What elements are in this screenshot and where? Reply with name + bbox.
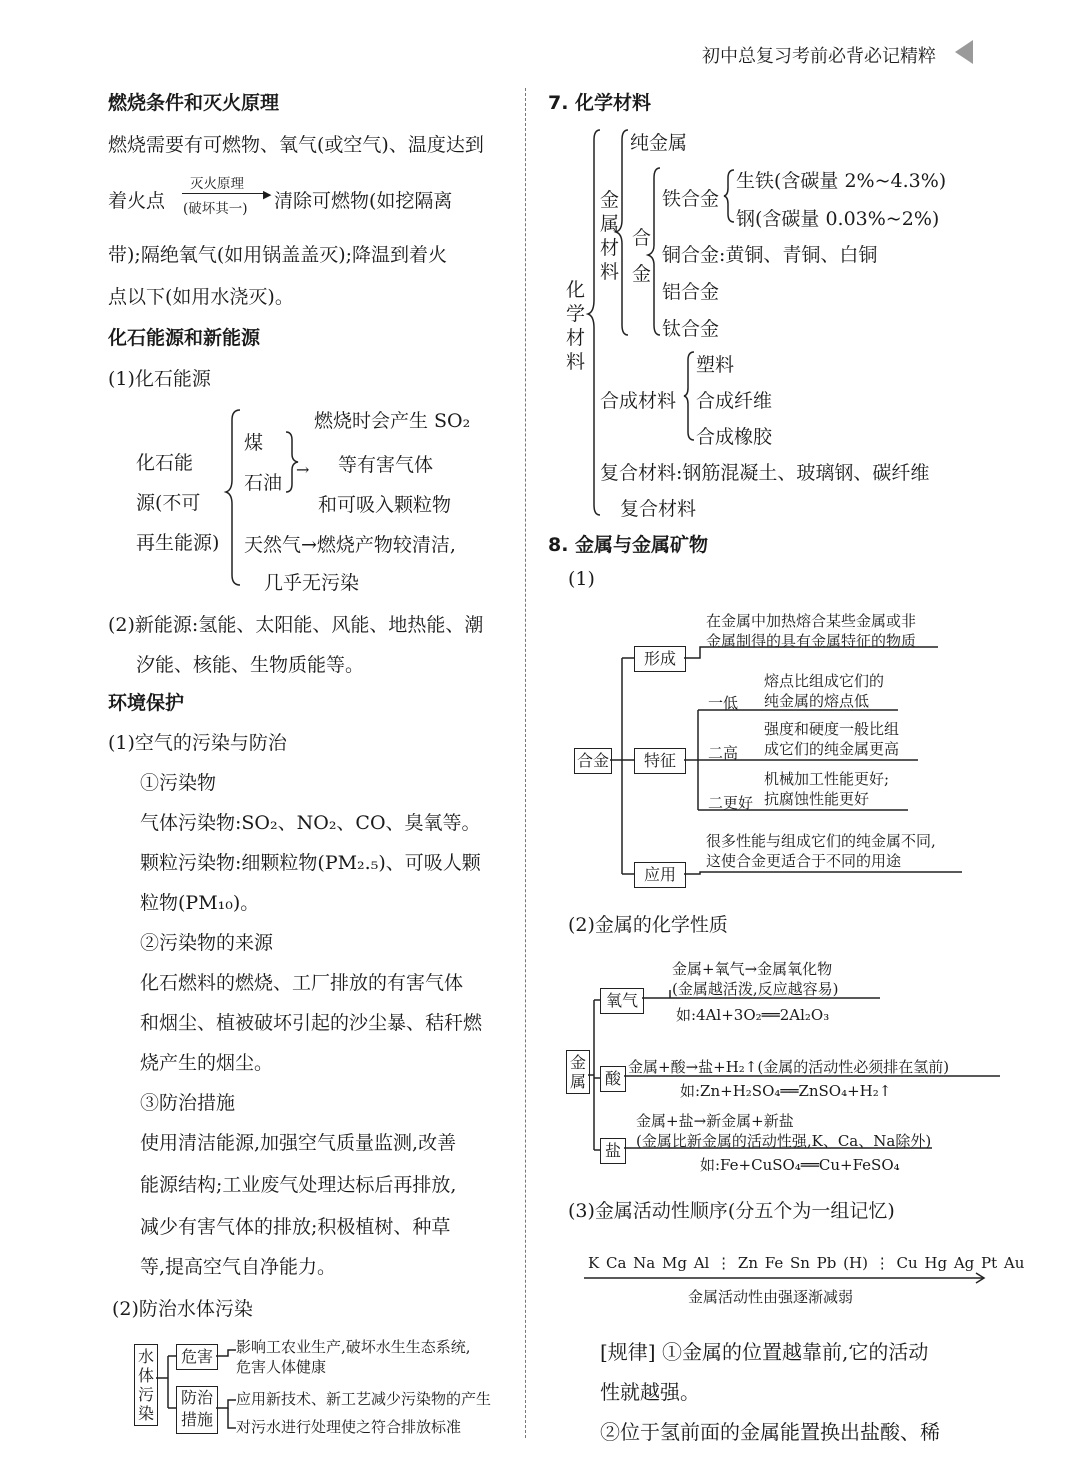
s8-sub1: (1) xyxy=(568,568,595,590)
fossil-label1: 化石能 xyxy=(136,452,194,474)
water-prev-label: 防治措施 xyxy=(180,1388,213,1429)
fossil-coal: 煤 xyxy=(244,432,264,454)
iron-alloy: 铁合金 xyxy=(662,188,720,210)
alloy-low-t2: 纯金属的熔点低 xyxy=(764,692,870,710)
pure-metal: 纯金属 xyxy=(630,132,688,154)
s8-sub2: (2)金属的化学性质 xyxy=(568,914,728,936)
s6-m1: 使用清洁能源,加强空气质量监测,改善 xyxy=(140,1132,457,1154)
chem-salt-t2: (金属比新金属的活动性强,K、Ca、Na除外) xyxy=(636,1132,932,1150)
fossil-r2: 等有害气体 xyxy=(338,454,434,476)
alloy-high-t2: 成它们的纯金属更高 xyxy=(764,740,900,758)
rule-line3: ②位于氢前面的金属能置换出盐酸、稀 xyxy=(600,1420,940,1444)
fossil-gas: 天然气→燃烧产物较清洁, xyxy=(244,534,456,556)
s4-line4: 点以下(如用水浇灭)。 xyxy=(108,286,294,308)
s6-src3: 烧产生的烟尘。 xyxy=(140,1052,274,1074)
chem-acid-t1: 金属+酸→盐+H₂↑(金属的活动性必须排在氢前) xyxy=(628,1058,950,1076)
s6-src1: 化石燃料的燃烧、工厂排放的有害气体 xyxy=(140,972,464,994)
composite-1: 复合材料:钢筋混凝土、玻璃钢、碳纤维 xyxy=(600,462,930,484)
s6-sub1: (1)空气的污染与防治 xyxy=(108,732,287,754)
water-harm-label: 危害 xyxy=(180,1347,213,1366)
aluminium-alloy: 铝合金 xyxy=(662,281,720,303)
alloy-use-t2: 这使合金更适合于不同的用途 xyxy=(706,852,902,870)
s6-p1: ①污染物 xyxy=(140,772,217,794)
alloy-better-label: 二更好 xyxy=(708,794,754,812)
section-6-heading: 环境保护 xyxy=(108,692,185,714)
composite-2: 复合材料 xyxy=(620,498,697,520)
s4-line3: 带);隔绝氧气(如用锅盖盖灭);降温到着火 xyxy=(108,244,448,266)
rule-line2: 性就越强。 xyxy=(600,1380,700,1404)
chem-salt-label: 盐 xyxy=(604,1141,621,1160)
copper-alloy: 铜合金:黄铜、青铜、白铜 xyxy=(662,244,878,266)
alloy-root-label: 合金 xyxy=(576,751,609,770)
section-8-heading: 8. 金属与金属矿物 xyxy=(548,534,709,556)
s5-sub2-line1: (2)新能源:氢能、太阳能、风能、地热能、潮 xyxy=(108,614,484,636)
activity-series-caption: 金属活动性由强逐渐减弱 xyxy=(688,1288,854,1306)
s4-line2-pre: 着火点 xyxy=(108,190,166,212)
fossil-r1: 燃烧时会产生 SO₂ xyxy=(314,410,471,432)
fossil-gas2: 几乎无污染 xyxy=(264,572,360,594)
alloy-use-t1: 很多性能与组成它们的纯金属不同, xyxy=(706,832,936,850)
section-4-heading: 燃烧条件和灭火原理 xyxy=(108,92,280,114)
alloy-label: 合金 xyxy=(632,227,652,285)
s6-src2: 和烟尘、植被破坏引起的沙尘暴、秸秆燃 xyxy=(140,1012,483,1034)
chem-salt-t1: 金属+盐→新金属+新盐 xyxy=(636,1112,794,1130)
chem-acid-label: 酸 xyxy=(604,1069,621,1088)
water-root-label: 水体污染 xyxy=(137,1347,154,1423)
s6-m2: 能源结构;工业废气处理达标后再排放, xyxy=(140,1174,457,1196)
chem-acid-t2: 如:Zn+H₂SO₄══ZnSO₄+H₂↑ xyxy=(680,1082,892,1100)
activity-series: K Ca Na Mg Al ⋮ Zn Fe Sn Pb (H) ⋮ Cu Hg Ag Pt Au xyxy=(588,1254,1025,1272)
alloy-use-label: 应用 xyxy=(643,865,676,884)
chem-o2-t3: 如:4Al+3O₂══2Al₂O₃ xyxy=(676,1006,830,1024)
alloy-form-t1: 在金属中加热熔合某些金属或非 xyxy=(706,612,917,630)
plastic: 塑料 xyxy=(696,354,735,376)
water-prev-t2: 对污水进行处理使之符合排放标准 xyxy=(236,1418,462,1436)
alloy-form-t2: 金属制得的具有金属特征的物质 xyxy=(706,632,917,650)
s6-m4: 等,提高空气自净能力。 xyxy=(140,1256,337,1278)
section-7-heading: 7. 化学材料 xyxy=(548,92,652,114)
chem-o2-t1: 金属+氧气→金属氧化物 xyxy=(672,960,833,978)
s5-sub2-line2: 汐能、核能、生物质能等。 xyxy=(136,654,365,676)
alloy-low-t1: 熔点比组成它们的 xyxy=(764,672,885,690)
titanium-alloy: 钛合金 xyxy=(662,318,720,340)
fossil-r3: 和可吸入颗粒物 xyxy=(318,494,452,516)
s4-line2-post: 清除可燃物(如挖隔离 xyxy=(274,190,453,212)
s6-sub2: (2)防治水体污染 xyxy=(112,1298,253,1320)
alloy-better-t2: 抗腐蚀性能更好 xyxy=(764,790,870,808)
fossil-label3: 再生能源) xyxy=(136,532,220,554)
s4-arrow-top: 灭火原理 xyxy=(190,176,244,192)
metal-materials: 金属材料 xyxy=(600,189,620,283)
steel: 钢(含碳量 0.03%~2%) xyxy=(736,208,940,230)
materials-root: 化学材料 xyxy=(566,279,586,373)
synthetic-fiber: 合成纤维 xyxy=(696,390,773,412)
alloy-form-label: 形成 xyxy=(643,649,676,668)
s8-sub3: (3)金属活动性顺序(分五个为一组记忆) xyxy=(568,1200,895,1222)
s6-particle-2: 粒物(PM₁₀)。 xyxy=(140,892,260,914)
water-prev-t1: 应用新技术、新工艺减少污染物的产生 xyxy=(236,1390,492,1408)
s6-m3: 减少有害气体的排放;积极植树、种草 xyxy=(140,1216,451,1238)
alloy-high-label: 二高 xyxy=(708,744,739,762)
s4-arrow-bottom: (破坏其一) xyxy=(183,201,248,217)
s6-p3: ③防治措施 xyxy=(140,1092,236,1114)
section-5-heading: 化石能源和新能源 xyxy=(108,327,261,349)
s6-particle-1: 颗粒污染物:细颗粒物(PM₂.₅)、可吸人颗 xyxy=(140,852,481,874)
synthetic-materials: 合成材料 xyxy=(600,390,677,412)
chem-root-label: 金属 xyxy=(569,1053,586,1091)
s6-p2: ②污染物的来源 xyxy=(140,932,274,954)
header-title: 初中总复习考前必背必记精粹 xyxy=(702,46,936,67)
s6-gas-pollutant: 气体污染物:SO₂、NO₂、CO、臭氧等。 xyxy=(140,812,481,834)
chem-o2-t2: (金属越活泼,反应越容易) xyxy=(672,980,839,998)
alloy-feature-label: 特征 xyxy=(643,751,676,770)
s5-sub1: (1)化石能源 xyxy=(108,368,211,390)
alloy-low-label: 一低 xyxy=(708,694,739,712)
alloy-high-t1: 强度和硬度一般比组 xyxy=(764,720,900,738)
alloy-better-t1: 机械加工性能更好; xyxy=(764,770,890,788)
s4-line1: 燃烧需要有可燃物、氧气(或空气)、温度达到 xyxy=(108,134,484,156)
pig-iron: 生铁(含碳量 2%~4.3%) xyxy=(736,170,947,192)
chem-o2-label: 氧气 xyxy=(605,991,638,1010)
synthetic-rubber: 合成橡胶 xyxy=(696,426,773,448)
fossil-oil: 石油 xyxy=(244,472,283,494)
fossil-label2: 源(不可 xyxy=(136,492,201,514)
rule-line1: [规律] ①金属的位置越靠前,它的活动 xyxy=(600,1340,929,1364)
arrow-right-icon: → xyxy=(296,460,310,479)
water-harm-t1: 影响工农业生产,破坏水生生态系统, xyxy=(236,1338,471,1356)
chem-salt-t3: 如:Fe+CuSO₄══Cu+FeSO₄ xyxy=(700,1156,900,1174)
arrow-right-icon: ▶ xyxy=(263,188,272,201)
water-harm-t2: 危害人体健康 xyxy=(236,1358,327,1376)
